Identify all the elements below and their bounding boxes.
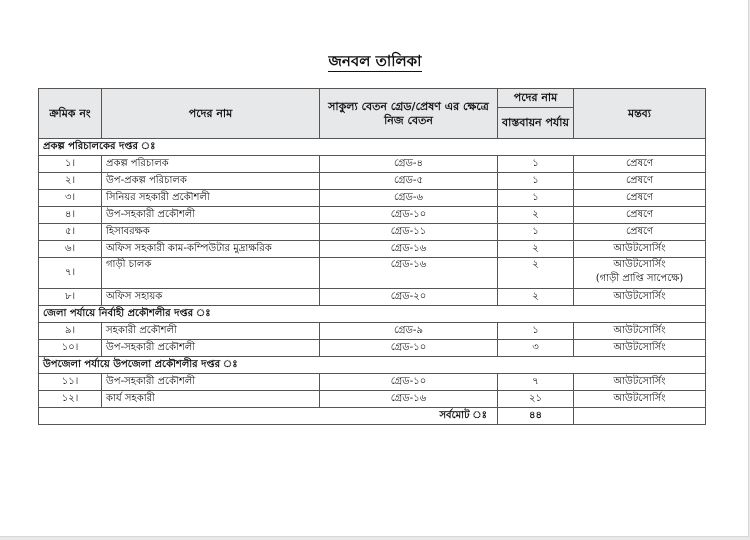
page-title: জনবল তালিকা (328, 52, 422, 70)
remarks-cell (574, 258, 706, 289)
remarks-cell (574, 289, 706, 306)
table-row (39, 374, 706, 391)
post-count-cell: ১ (498, 323, 574, 340)
remarks-text: প্রেষণে (625, 209, 654, 220)
pay-grade-cell: গ্রেড-১০ (320, 207, 498, 224)
post-name-cell: গাড়ী চালক (102, 258, 320, 289)
table-row (39, 207, 706, 224)
remarks-text: প্রেষণে (625, 226, 654, 237)
remarks-text: প্রেষণে (625, 192, 654, 203)
remarks-text: আউটসোর্সিং (613, 342, 666, 353)
table-row (39, 323, 706, 340)
remarks-text: আউটসোর্সিং (613, 376, 666, 387)
post-name-cell: অফিস সহায়ক (102, 289, 320, 306)
table-row (39, 224, 706, 241)
post-count-cell: ২ (498, 258, 574, 289)
table-row (39, 258, 706, 289)
remarks-text: প্রেষণে (625, 158, 654, 169)
remarks-cell (574, 224, 706, 241)
post-count-cell: ৭ (498, 374, 574, 391)
header-post-name: পদের নাম (102, 89, 320, 139)
post-name-cell: সিনিয়র সহকারী প্রকৌশলী (102, 190, 320, 207)
post-count-cell: ২১ (498, 391, 574, 408)
remarks-text: আউটসোর্সিং (613, 243, 666, 254)
pay-grade-cell: গ্রেড-১০ (320, 340, 498, 357)
section-heading: প্রকল্প পরিচালকের দপ্তর ঃ (39, 139, 706, 156)
remarks-cell (574, 207, 706, 224)
section-heading-row (39, 357, 706, 374)
serial-cell: ৪। (39, 207, 102, 224)
header-post-count-group: পদের নাম (498, 89, 574, 108)
section-heading: জেলা পর্যায়ে নির্বাহী প্রকৌশলীর দপ্তর ঃ (39, 306, 706, 323)
post-count-cell: ১ (498, 173, 574, 190)
post-name-cell: উপ-প্রকল্প পরিচালক (102, 173, 320, 190)
remarks-cell (574, 241, 706, 258)
serial-cell: ১০। (39, 340, 102, 357)
serial-cell: ৭। (39, 258, 102, 289)
post-name-cell: প্রকল্প পরিচালক (102, 156, 320, 173)
header-post-count-sub: বাস্তবায়ন পর্যায় (498, 108, 574, 139)
serial-cell: ১২। (39, 391, 102, 408)
post-name-cell: উপ-সহকারী প্রকৌশলী (102, 207, 320, 224)
remarks-cell (574, 173, 706, 190)
remarks-text: আউটসোর্সিং (613, 393, 666, 404)
remarks-note: (গাড়ী প্রাপ্তি সাপেক্ষে) (595, 273, 684, 284)
post-count-cell: ৩ (498, 340, 574, 357)
pay-grade-cell: গ্রেড-১১ (320, 224, 498, 241)
post-name-cell: উপ-সহকারী প্রকৌশলী (102, 374, 320, 391)
serial-cell: ১১। (39, 374, 102, 391)
serial-cell: ১। (39, 156, 102, 173)
header-remarks: মন্তব্য (574, 89, 706, 139)
serial-cell: ৫। (39, 224, 102, 241)
serial-cell: ৩। (39, 190, 102, 207)
header-serial: ক্রমিক নং (39, 89, 102, 139)
pay-grade-cell: গ্রেড-৯ (320, 323, 498, 340)
remarks-text: আউটসোর্সিং (613, 325, 666, 336)
table-body (39, 139, 706, 425)
header-pay-grade: সাকুল্য বেতন গ্রেড/প্রেষণ এর ক্ষেত্রে নিজ বেতন (320, 89, 498, 139)
post-count-cell: ১ (498, 156, 574, 173)
pay-grade-cell: গ্রেড-১৬ (320, 241, 498, 258)
section-heading-row (39, 306, 706, 323)
remarks-text: আউটসোর্সিং (613, 291, 666, 302)
total-label: সর্বমোট ঃ (39, 408, 498, 425)
pay-grade-cell: গ্রেড-১৬ (320, 391, 498, 408)
post-count-cell: ১ (498, 224, 574, 241)
pay-grade-cell: গ্রেড-৬ (320, 190, 498, 207)
serial-cell: ২। (39, 173, 102, 190)
table-row (39, 340, 706, 357)
post-name-cell: অফিস সহকারী কাম-কম্পিউটার মুদ্রাক্ষরিক (102, 241, 320, 258)
total-value: ৪৪ (498, 408, 574, 425)
post-name-cell: উপ-সহকারী প্রকৌশলী (102, 340, 320, 357)
serial-cell: ৯। (39, 323, 102, 340)
pay-grade-cell: গ্রেড-৪ (320, 156, 498, 173)
post-count-cell: ১ (498, 190, 574, 207)
remarks-cell (574, 391, 706, 408)
total-remarks-empty (574, 408, 706, 425)
table-row (39, 391, 706, 408)
post-count-cell: ২ (498, 241, 574, 258)
remarks-cell (574, 190, 706, 207)
total-row (39, 408, 706, 425)
post-count-cell: ২ (498, 289, 574, 306)
serial-cell: ৬। (39, 241, 102, 258)
section-heading-row (39, 139, 706, 156)
pay-grade-cell: গ্রেড-১৬ (320, 258, 498, 289)
post-count-cell: ২ (498, 207, 574, 224)
table-row (39, 241, 706, 258)
remarks-cell (574, 374, 706, 391)
table-row (39, 156, 706, 173)
remarks-cell (574, 323, 706, 340)
section-heading: উপজেলা পর্যায়ে উপজেলা প্রকৌশলীর দপ্তর ঃ (39, 357, 706, 374)
remarks-text: আউটসোর্সিং (613, 259, 666, 270)
pay-grade-cell: গ্রেড-১০ (320, 374, 498, 391)
table-row (39, 190, 706, 207)
post-name-cell: সহকারী প্রকৌশলী (102, 323, 320, 340)
pay-grade-cell: গ্রেড-২০ (320, 289, 498, 306)
table-row (39, 289, 706, 306)
post-name-cell: কার্য সহকারী (102, 391, 320, 408)
remarks-text: প্রেষণে (625, 175, 654, 186)
table-row (39, 173, 706, 190)
post-name-cell: হিসাবরক্ষক (102, 224, 320, 241)
manpower-table (38, 88, 706, 425)
remarks-cell (574, 340, 706, 357)
remarks-cell (574, 156, 706, 173)
pay-grade-cell: গ্রেড-৫ (320, 173, 498, 190)
serial-cell: ৮। (39, 289, 102, 306)
